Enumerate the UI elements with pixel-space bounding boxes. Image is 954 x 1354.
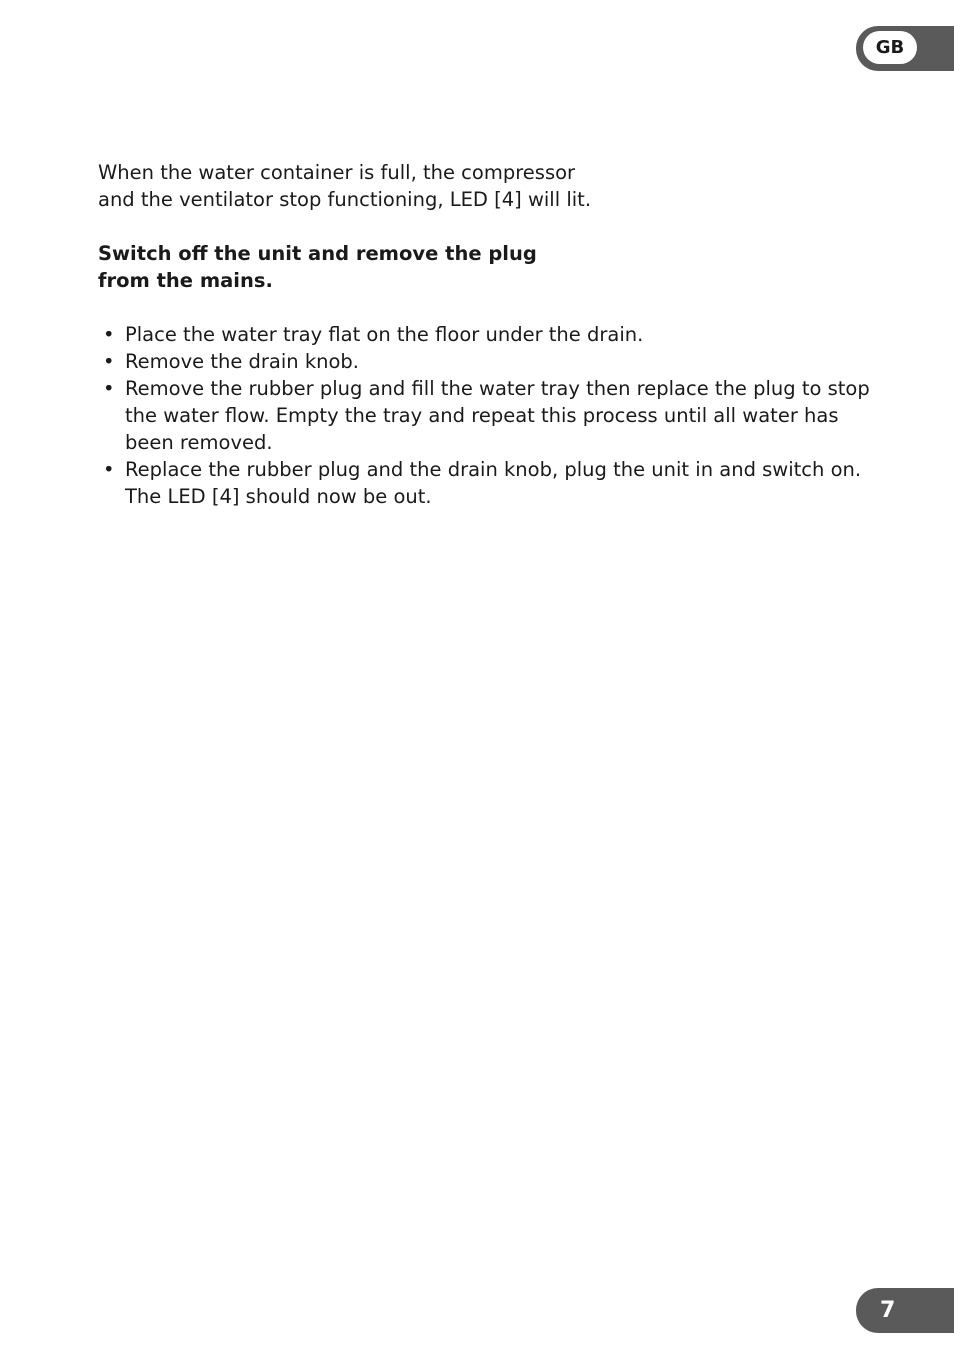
language-tab bbox=[856, 26, 954, 71]
list-item: • Place the water tray flat on the floor under the drain. bbox=[98, 321, 878, 348]
warning-paragraph: Switch off the unit and remove the plug from the mains. bbox=[98, 242, 537, 292]
page-number: 7 bbox=[880, 1298, 896, 1323]
list-item: • Replace the rubber plug and the drain knob, plug the unit in and switch on. The LED [4] should now be out. bbox=[98, 456, 878, 510]
page-content bbox=[98, 159, 878, 510]
intro-paragraph: When the water container is full, the compressor and the ventilator stop functioning, LED [4] will lit. bbox=[98, 161, 592, 211]
steps-list bbox=[98, 321, 878, 510]
list-item: • Remove the rubber plug and fill the water tray then replace the plug to stop the water flow. Empty the tray and repeat this process until all water has been removed. bbox=[98, 375, 878, 456]
language-code: GB bbox=[863, 31, 917, 64]
list-item: • Remove the drain knob. bbox=[98, 348, 878, 375]
page-number-tab bbox=[856, 1288, 954, 1333]
